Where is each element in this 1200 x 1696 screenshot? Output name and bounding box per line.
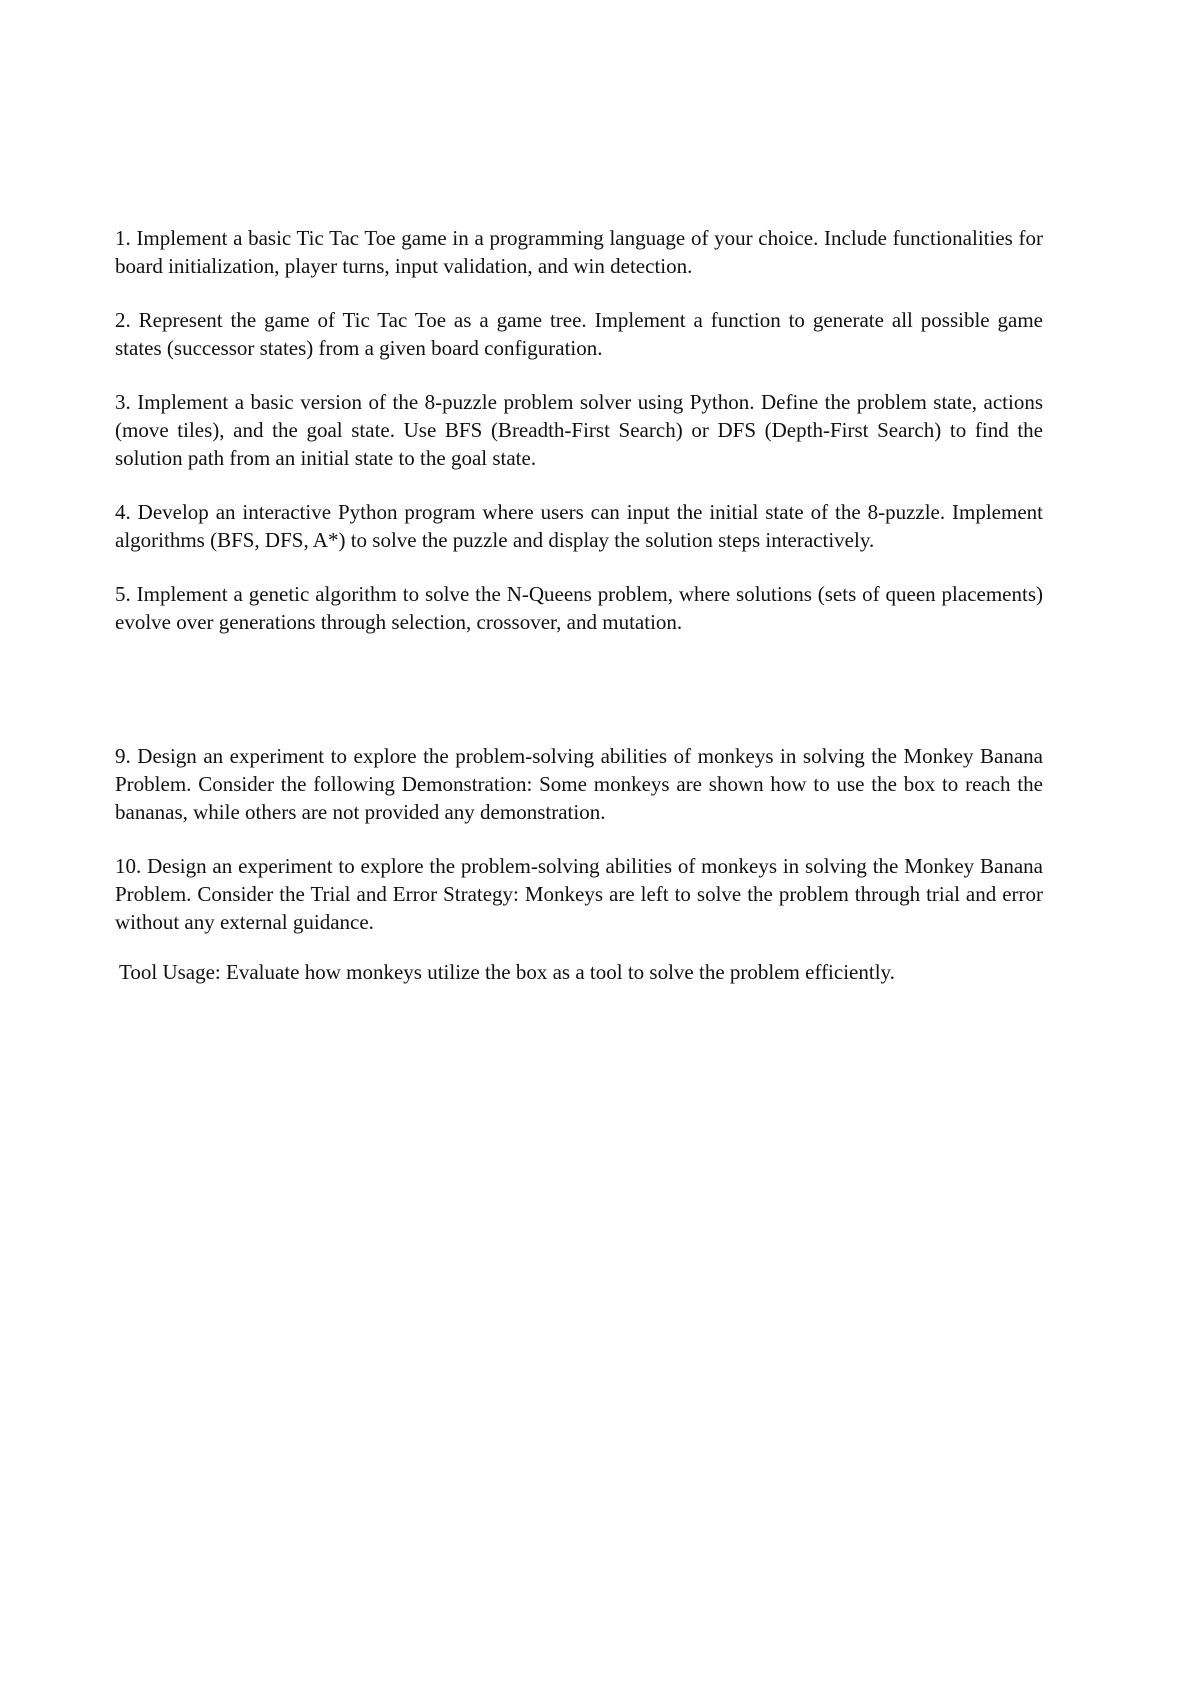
tool-usage-note: Tool Usage: Evaluate how monkeys utilize the box as a tool to solve the problem efficiently. xyxy=(119,960,895,984)
item-2: 2. Represent the game of Tic Tac Toe as a game tree. Implement a function to generate all possible game states (successor states) from a given board configuration. xyxy=(115,308,1043,360)
item-9: 9. Design an experiment to explore the problem-solving abilities of monkeys in solving the Monkey Banana Problem. Consider the following Demonstration: Some monkeys are shown how to use the box to reach the bananas, while others are not provided any demonstration. xyxy=(115,744,1043,824)
document-body xyxy=(115,224,1043,986)
item-3: 3. Implement a basic version of the 8-puzzle problem solver using Python. Define the problem state, actions (move tiles), and the goal state. Use BFS (Breadth-First Search) or DFS (Depth-First Search) to find the solution path from an initial state to the goal state. xyxy=(115,390,1043,470)
item-10: 10. Design an experiment to explore the problem-solving abilities of monkeys in solving the Monkey Banana Problem. Consider the Trial and Error Strategy: Monkeys are left to solve the problem through trial and error without any external guidance. xyxy=(115,854,1043,934)
item-4: 4. Develop an interactive Python program where users can input the initial state of the 8-puzzle. Implement algorithms (BFS, DFS, A*) to solve the puzzle and display the solution steps interactively. xyxy=(115,500,1043,552)
item-1: 1. Implement a basic Tic Tac Toe game in a programming language of your choice. Include functionalities for board initialization, player turns, input validation, and win detection. xyxy=(115,226,1043,278)
item-5: 5. Implement a genetic algorithm to solve the N-Queens problem, where solutions (sets of queen placements) evolve over generations through selection, crossover, and mutation. xyxy=(115,582,1043,634)
